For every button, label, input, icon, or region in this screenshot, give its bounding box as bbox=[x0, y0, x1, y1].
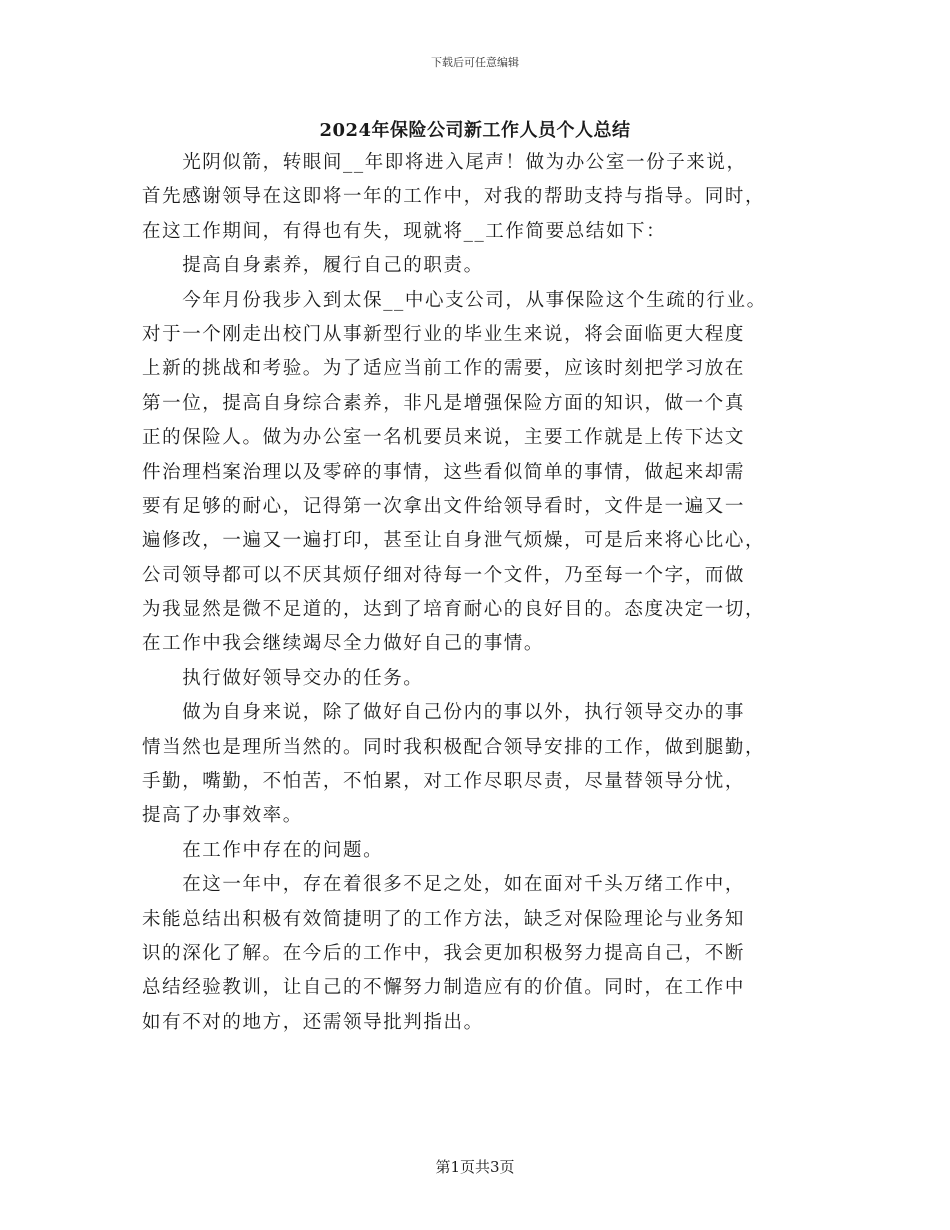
body-line: 在工作中存在的问题。 bbox=[142, 839, 384, 861]
body-line: 如有不对的地方，还需领导批判指出。 bbox=[142, 1011, 484, 1033]
body-line: 光阴似箭，转眼间__年即将进入尾声！做为办公室一份子来说， bbox=[142, 152, 747, 173]
body-line: 未能总结出积极有效简捷明了的工作方法，缺乏对保险理论与业务知 bbox=[142, 908, 746, 930]
body-line: 在这工作期间，有得也有失，现就将__工作简要总结如下： bbox=[142, 220, 667, 242]
body-line: 对于一个刚走出校门从事新型行业的毕业生来说，将会面临更大程度 bbox=[142, 323, 746, 345]
document-body bbox=[142, 146, 814, 1040]
header-note: 下载后可任意编辑 bbox=[431, 56, 519, 69]
body-line: 执行做好领导交办的任务。 bbox=[142, 667, 424, 689]
page-footer: 第1页共3页 bbox=[435, 1158, 515, 1176]
body-line: 首先感谢领导在这即将一年的工作中，对我的帮助支持与指导。同时， bbox=[142, 186, 766, 208]
body-line: 识的深化了解。在今后的工作中，我会更加积极努力提高自己，不断 bbox=[142, 942, 746, 964]
body-line: 提高了办事效率。 bbox=[142, 805, 303, 827]
body-line: 手勤，嘴勤，不怕苦，不怕累，对工作尽职尽责，尽量替领导分忧， bbox=[142, 771, 746, 793]
body-line: 情当然也是理所当然的。同时我积极配合领导安排的工作，做到腿勤， bbox=[142, 736, 766, 758]
body-line: 上新的挑战和考验。为了适应当前工作的需要，应该时刻把学习放在 bbox=[142, 358, 746, 380]
body-line: 遍修改，一遍又一遍打印，甚至让自身泄气烦燥，可是后来将心比心， bbox=[142, 530, 766, 552]
document-title: 2024年保险公司新工作人员个人总结 bbox=[319, 120, 631, 141]
body-line: 今年月份我步入到太保__中心支公司，从事保险这个生疏的行业。 bbox=[142, 289, 767, 311]
body-line: 做为自身来说，除了做好自己份内的事以外，执行领导交办的事 bbox=[142, 702, 746, 724]
body-line: 第一位，提高自身综合素养，非凡是增强保险方面的知识，做一个真 bbox=[142, 392, 746, 414]
body-line: 提高自身素养，履行自己的职责。 bbox=[142, 255, 484, 277]
body-line: 件治理档案治理以及零碎的事情，这些看似简单的事情，做起来却需 bbox=[142, 461, 746, 483]
body-line: 在工作中我会继续竭尽全力做好自己的事情。 bbox=[142, 633, 545, 655]
body-line: 总结经验教训，让自己的不懈努力制造应有的价值。同时，在工作中 bbox=[142, 977, 746, 999]
body-line: 为我显然是微不足道的，达到了培育耐心的良好目的。态度决定一切， bbox=[142, 599, 766, 621]
body-line: 公司领导都可以不厌其烦仔细对待每一个文件，乃至每一个字，而做 bbox=[142, 564, 746, 586]
body-line: 在这一年中，存在着很多不足之处，如在面对千头万绪工作中， bbox=[142, 874, 746, 896]
body-line: 要有足够的耐心，记得第一次拿出文件给领导看时，文件是一遍又一 bbox=[142, 495, 746, 517]
body-line: 正的保险人。做为办公室一名机要员来说，主要工作就是上传下达文 bbox=[142, 427, 746, 449]
